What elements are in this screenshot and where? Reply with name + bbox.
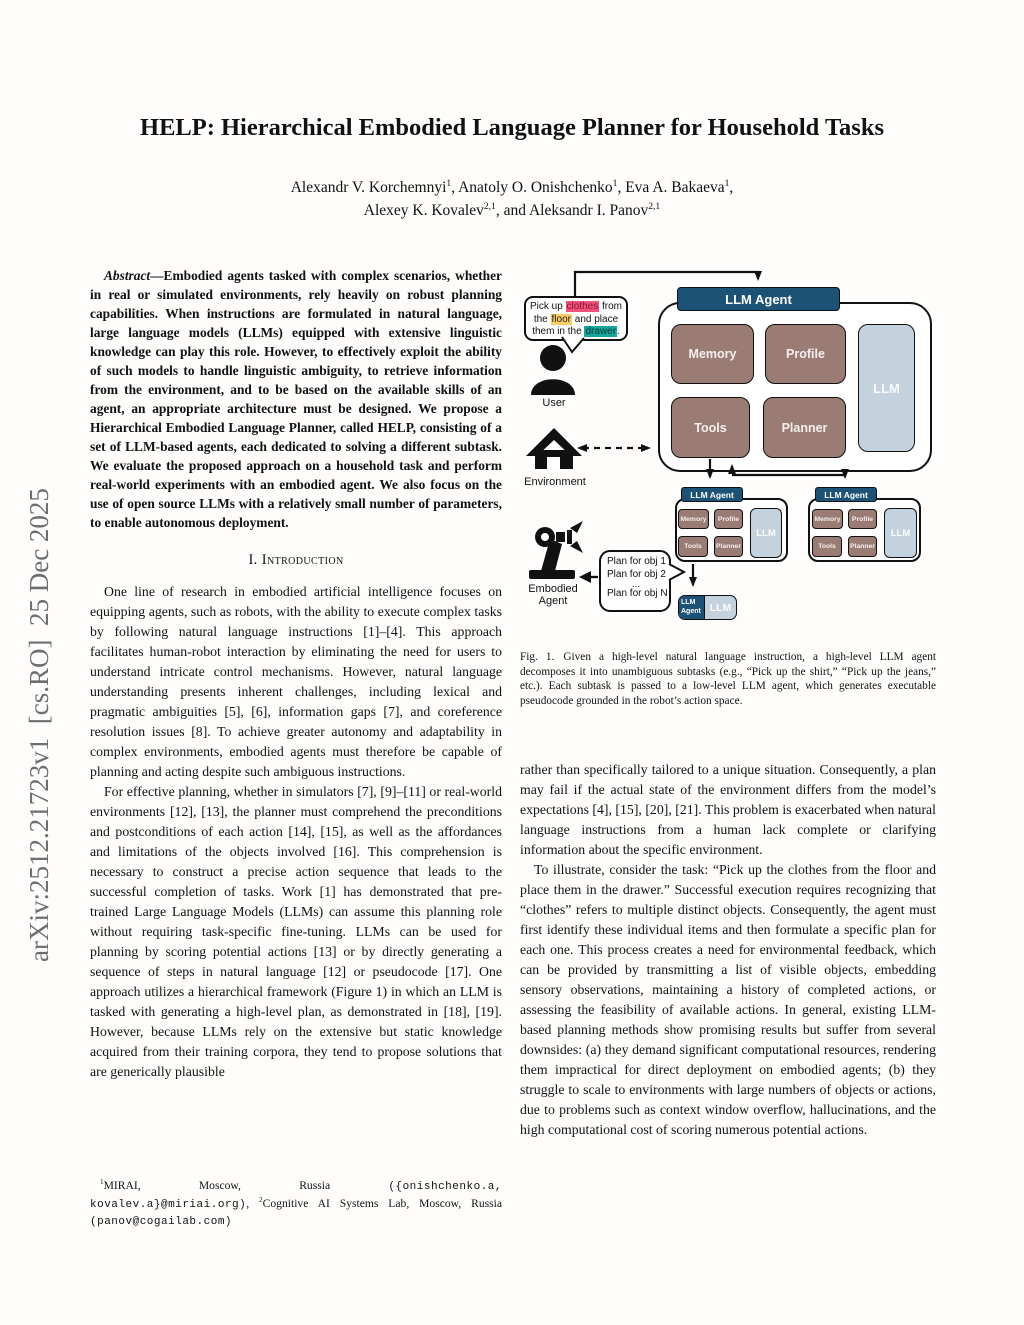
user-label: User [542, 397, 566, 409]
figure-1 [515, 258, 940, 652]
tools-module: Tools [671, 397, 750, 458]
llm-module-sub-left: LLM [750, 508, 782, 558]
plan-ellipsis: ... [631, 579, 641, 590]
figure-caption-text: Given a high-level natural language instruction, a high-level LLM agent decomposes it into unambiguous subtasks (e.g., “Pick up the shirt,” “Pick up the jeans,” etc.). Each subtask is passed to a low-level LLM agent, which generates executable pseudocode grounded in the robot’s action space. [520, 651, 936, 707]
user-icon [531, 345, 575, 395]
main-to-right-subagent-arrow [732, 475, 845, 477]
memory-module-sub-right: Memory [812, 509, 843, 529]
plan-output-bubble [599, 550, 671, 612]
environment-house-icon [526, 428, 582, 469]
figure-caption-tag: Fig. 1. [520, 651, 555, 663]
abstract-text: Abstract—Embodied agents tasked with complex scenarios, whether in real or simulated environments, rely heavily on robust planning capabilities. When instructions are formulated in natural language, large language models (LLMs) equipped with extensive linguistic knowledge can play this role. However, to effectively exploit the ability of such models to handle linguistic ambiguity, to retrieve information from the environment, and to be based on the available skills of an agent, an appropriate architecture must be designed. We propose a Hierarchical Embodied Language Planner, called HELP, consisting of a set of LLM-based agents, each dedicated to solving a different subtask. We evaluate the proposed approach on a household task and perform real-world experiments with an embodied agent. We also focus on the use of open source LLMs with a relatively small number of parameters, to enable autonomous deployment. [90, 268, 502, 530]
memory-module-sub-left: Memory [678, 509, 709, 529]
tools-module-sub-left: Tools [678, 536, 708, 557]
planner-module-sub-left: Planner [714, 536, 743, 557]
affiliation-footnote [90, 1178, 502, 1231]
abstract-section [90, 266, 502, 532]
llm-agent-header-sub-right: LLM Agent [815, 487, 877, 502]
paper-title: HELP: Hierarchical Embodied Language Planner for Household Tasks [140, 114, 884, 141]
author-line-2: Alexey K. Kovalev$^{2,1}$, and Aleksandr I. Panov$^{2,1}$ [363, 200, 661, 219]
llm-module: LLM [858, 324, 915, 452]
plan-line-2: Plan for obj 2 [607, 568, 666, 580]
user-instruction-bubble: Pick up clothes from the floor and place them in the drawer. [524, 296, 628, 341]
embodied-agent-label: Embodied Agent [528, 583, 578, 607]
intro-paragraph-2: For effective planning, whether in simulators [7], [9]–[11] or real-world environments [12], [13], the planner must comprehend the preconditions and postconditions of each action [14], [15], as well as the affordances and limitations of the objects involved [16]. This comprehension is necessary to construct a precise action sequence that leads to the successful completion of tasks. Work [1] has demonstrated that pre-trained Large Language Models (LLMs) can assume this planning role without requiring task-specific fine-tuning. LLMs can be used for planning by scoring potential actions [13] or by directly generating a sequence of steps in natural language [12] or pseudocode [17]. One approach utilizes a hierarchical framework (Figure 1) in which an LLM is tasked with generating a high-level plan, as demonstrated in [18], [19]. However, because LLMs rely on the extensive but static knowledge acquired from their training corpora, they tend to propose solutions that are generically plausible [90, 784, 502, 1079]
llm-module-sub-right: LLM [884, 508, 917, 558]
tools-module-sub-right: Tools [812, 536, 842, 557]
llm-agent-header-sub-left: LLM Agent [681, 487, 743, 502]
plan-to-robot-arrowhead [579, 571, 591, 583]
embodied-agent-robot-icon [529, 521, 583, 579]
body-paragraph-continued: rather than specifically tailored to a unique situation. Consequently, a plan may fail if the actual state of the environment differs from the model’s expectations [4], [15], [20], [21]. This problem is exacerbated when natural language instructions from a human lack complete or clarifying information about the specific environment. [520, 762, 936, 857]
plan-bubble-tail [669, 564, 684, 580]
intro-paragraph-1: One line of research in embodied artificial intelligence focuses on equipping agents, such as robots, with the ability to execute complex tasks by following natural language instructions [1]–[4]. This approach facilitates human-robot interaction by eliminating the need for users to understand intricate control mechanisms. However, natural language understanding presents inherent challenges, including lexical and pragmatic ambiguities [5], [6], information gaps [7], and coreference resolution issues [8]. To achieve greater autonomy and adaptability in complex environments, embodied agents must therefore be capable of planning and acting despite such ambiguous instructions. [90, 584, 502, 779]
profile-module: Profile [765, 324, 846, 384]
right-column-body [520, 760, 936, 1140]
affiliation-footnote-text: $^1$MIRAI, Moscow, Russia ({onishchenko.a, kovalev.a}@miriai.org), $^2$Cognitive AI Systems Lab, Moscow, Russia (panov@cogailab.com) [90, 1178, 503, 1228]
planner-module: Planner [763, 397, 846, 458]
arxiv-sidebar-watermark: arXiv:2512.21723v1 [cs.RO] 25 Dec 2025 [24, 488, 54, 962]
intro-body [90, 582, 502, 1082]
llm-agent-header: LLM Agent [677, 287, 840, 311]
figure-1-caption [520, 650, 936, 708]
tiny-llm-label: LLM [709, 601, 732, 614]
tiny-llm-agent-label: LLM Agent [679, 596, 705, 619]
codegen-llm-agent-box [678, 595, 737, 620]
planner-module-sub-right: Planner [848, 536, 877, 557]
section-heading-introduction: I. Introduction [248, 552, 344, 568]
profile-module-sub-right: Profile [848, 509, 877, 529]
body-paragraph-illustrate: To illustrate, consider the task: “Pick up the clothes from the floor and place them in the drawer.” Successful execution requires recognizing that “clothes” refers to multiple distinct objects. Consequently, the agent must first identify these individual items and then formulate a specific plan for each one. This process creates a need for environmental feedback, which can be provided by transmitting a list of visible objects, embedding sensory observations, maintaining a history of completed actions, or assessing the feasibility of available actions. In general, existing LLM-based planning methods show promising results but suffer from several downsides: (a) they demand significant computational resources, rendering them impractical for direct deployment on embodied agents; (b) they struggle to scale to environments with large numbers of objects or actions, due to problems such as context window overflow, hallucinations, and the high computational cost of scoring numerous potential actions. [520, 862, 936, 1137]
memory-module: Memory [671, 324, 754, 384]
environment-label: Environment [524, 476, 586, 488]
author-list [60, 176, 964, 222]
environment-link-arrowhead-left [577, 444, 587, 452]
plan-line-n: Plan for obj N [607, 588, 668, 599]
profile-module-sub-left: Profile [714, 509, 743, 529]
plan-line-1: Plan for obj 1 [607, 556, 666, 567]
author-line-1: Alexandr V. Korchemnyi$^1$, Anatoly O. Onishchenko$^1$, Eva A. Bakaeva$^1$, [290, 177, 734, 196]
